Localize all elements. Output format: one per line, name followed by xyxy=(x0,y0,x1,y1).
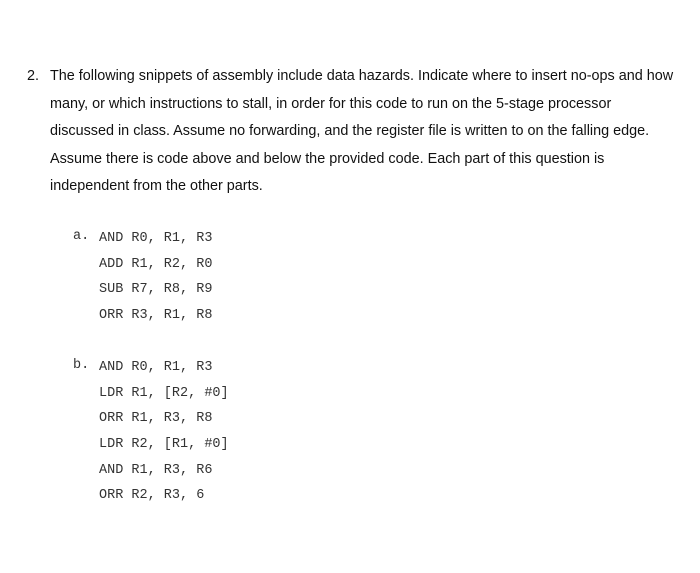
code-line: LDR R2, [R1, #0] xyxy=(99,437,229,453)
question-block xyxy=(27,63,677,201)
code-line: ORR R2, R3, 6 xyxy=(99,488,205,504)
part-b-label: b. xyxy=(73,358,90,373)
part-a-label: a. xyxy=(73,229,90,244)
code-line: SUB R7, R8, R9 xyxy=(99,282,213,298)
part-b xyxy=(73,358,229,512)
code-line: AND R0, R1, R3 xyxy=(99,360,213,375)
question-text: The following snippets of assembly include data hazards. Indicate where to insert no-ops and how many, or which instructions to stall, in order for this code to run on the 5-stage processor discussed in class. Assume no forwarding, and the register file is written to on the falling edge. Assume there is code above and below the provided code. Each part of this question is independent from the other parts. xyxy=(50,68,674,195)
part-b-code xyxy=(99,358,229,512)
part-a xyxy=(73,229,212,332)
part-a-code xyxy=(99,229,212,332)
code-line: AND R0, R1, R3 xyxy=(99,231,213,246)
code-line: ORR R1, R3, R8 xyxy=(99,411,213,427)
code-line: ORR R3, R1, R8 xyxy=(99,308,213,324)
code-line: AND R1, R3, R6 xyxy=(99,462,213,478)
question-number: 2. xyxy=(27,68,40,84)
code-line: ADD R1, R2, R0 xyxy=(99,256,213,272)
code-line: LDR R1, [R2, #0] xyxy=(99,385,229,401)
